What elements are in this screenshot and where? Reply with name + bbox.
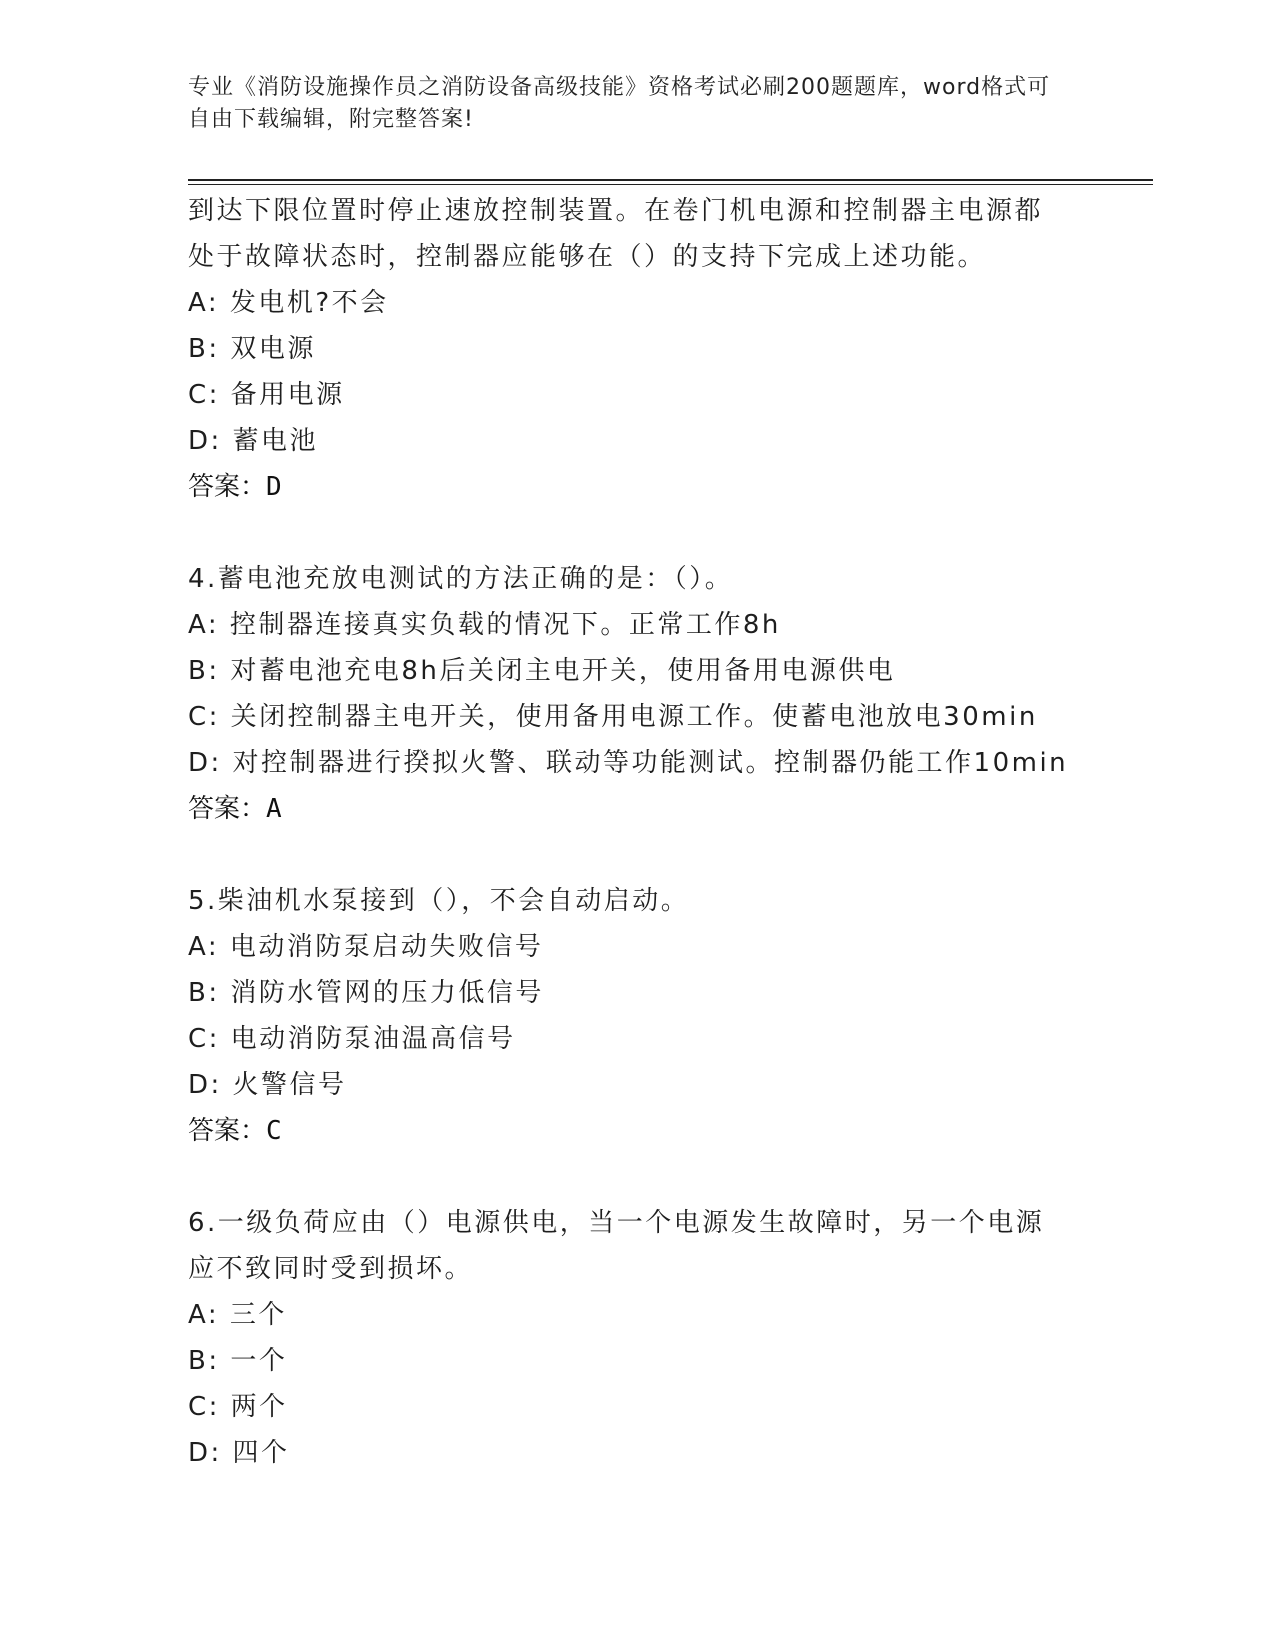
page-header: 专业《消防设施操作员之消防设备高级技能》资格考试必刷200题题库，word格式可自由下载编辑，附完整答案! [188,75,1051,132]
question-stem-line: 到达下限位置时停止速放控制装置。在卷门机电源和控制器主电源都 [188,196,1044,226]
option-b: B: 消防水管网的压力低信号 [188,978,544,1008]
option-b: B: 一个 [188,1346,288,1376]
question-stem-line: 处于故障状态时，控制器应能够在（）的支持下完成上述功能。 [188,242,987,272]
option-b: B: 双电源 [188,334,316,364]
question-stem-line: 4.蓄电池充放电测试的方法正确的是：（）。 [188,564,734,594]
option-b: B: 对蓄电池充电8h后关闭主电开关，使用备用电源供电 [188,656,896,686]
option-c: C: 备用电源 [188,380,345,410]
header-rule-thick [188,179,1153,181]
question-4 [188,556,1188,832]
question-stem-line: 5.柴油机水泵接到（），不会自动启动。 [188,886,690,916]
spacer [188,510,1188,556]
answer-line: 答案：D [188,472,282,502]
option-a: A: 发电机?不会 [188,288,389,318]
option-a: A: 电动消防泵启动失败信号 [188,932,544,962]
question-stem-line: 应不致同时受到损坏。 [188,1254,474,1284]
option-d: D: 火警信号 [188,1070,347,1100]
question-stem-line: 6.一级负荷应由（）电源供电，当一个电源发生故障时，另一个电源 [188,1208,1045,1238]
option-a: A: 控制器连接真实负载的情况下。正常工作8h [188,610,781,640]
spacer [188,832,1188,878]
question-content [188,188,1188,1476]
option-d: D: 对控制器进行揆拟火警、联动等功能测试。控制器仍能工作10min [188,748,1069,778]
answer-line: 答案：C [188,1116,282,1146]
option-a: A: 三个 [188,1300,287,1330]
option-d: D: 四个 [188,1438,290,1468]
option-c: C: 电动消防泵油温高信号 [188,1024,516,1054]
question-6 [188,1200,1188,1476]
option-c: C: 两个 [188,1392,288,1422]
header-rule-thin [188,184,1153,185]
option-d: D: 蓄电池 [188,426,319,456]
question-continued [188,188,1188,510]
answer-line: 答案：A [188,794,282,824]
spacer [188,1154,1188,1200]
option-c: C: 关闭控制器主电开关，使用备用电源工作。使蓄电池放电30min [188,702,1038,732]
question-5 [188,878,1188,1154]
